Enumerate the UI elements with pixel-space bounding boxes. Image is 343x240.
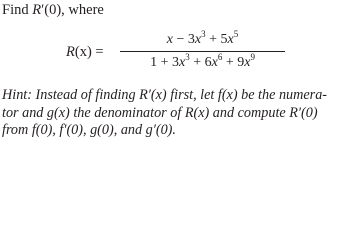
- den-term: x: [244, 55, 251, 70]
- equation-lhs: [66, 44, 104, 61]
- den-term: 1 + 3: [150, 55, 179, 70]
- find-statement: [2, 2, 104, 19]
- hint-line-1: Hint: Instead of finding R′(x) first, let f(x) be the numera-: [2, 87, 328, 103]
- hint-line-3: from f(0), f′(0), g(0), and g′(0).: [2, 122, 176, 138]
- num-exponent: 3: [201, 29, 206, 39]
- den-exponent: 6: [217, 52, 223, 62]
- den-exponent: 9: [250, 52, 255, 62]
- equation: [66, 31, 306, 73]
- den-term: + 6: [189, 55, 212, 70]
- lhs-arg: (x): [74, 44, 92, 60]
- den-term: x: [178, 55, 186, 70]
- hint-line-2: tor and g(x) the denominator of R(x) and compute R′(0): [2, 104, 318, 121]
- lhs-equals: =: [91, 44, 104, 60]
- find-func: R: [32, 2, 42, 18]
- den-exponent: 3: [185, 52, 190, 62]
- num-term: x: [227, 32, 234, 47]
- num-term: x: [194, 32, 202, 47]
- num-exponent: 5: [233, 29, 239, 39]
- lhs-func: R: [66, 44, 75, 60]
- den-term: + 9: [222, 55, 245, 70]
- denominator: [120, 52, 285, 71]
- hint-paragraph: [2, 87, 327, 140]
- num-term: x: [166, 32, 173, 47]
- den-term: x: [211, 55, 218, 70]
- num-term: + 5: [205, 32, 228, 47]
- find-prefix: Find: [2, 2, 33, 18]
- find-rest: ′(0), where: [41, 2, 104, 18]
- fraction-bar: [120, 51, 285, 52]
- numerator: [120, 29, 285, 48]
- num-term: − 3: [172, 32, 195, 47]
